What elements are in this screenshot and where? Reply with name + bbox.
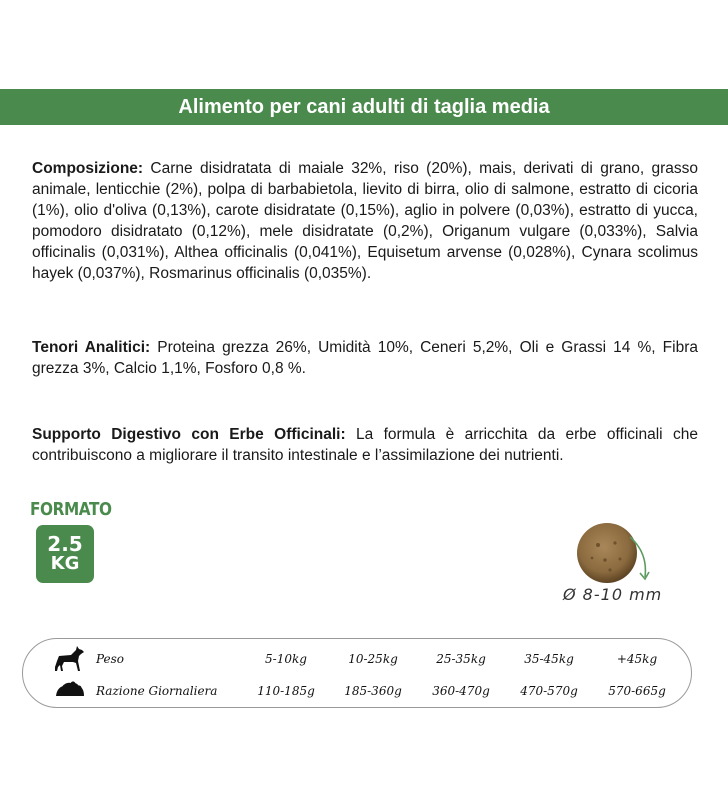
format-label: FORMATO <box>30 499 112 520</box>
feeding-table <box>22 638 692 708</box>
dog-icon <box>53 645 87 676</box>
table-cell: 470-570g <box>520 684 578 698</box>
composition-text: Carne disidratata di maiale 32%, riso (20%), mais, derivati di grano, grasso animale, lenticchie (2%), polpa di barbabietola, lievito di birra, olio di salmone, estratto di cicoria (1%), olio d'oliva (0,13%), carote disidratate (0,15%), aglio in polvere (0,03%), estratto di yucca, pomodoro disidratato (0,12%), mele disidratate (0,2%), Origanum vulgare (0,033%), Salvia officinalis (0,031%), Althea officinalis (0,041%), Equisetum arvense (0,028%), Cynara scolimus hayek (0,037%), Rosmarinus officinalis (0,035%). <box>32 160 698 282</box>
table-cell: 185-360g <box>344 684 402 698</box>
table-row <box>23 645 691 673</box>
table-cell: 570-665g <box>608 684 666 698</box>
format-badge <box>36 525 94 583</box>
banner-title: Alimento per cani adulti di taglia media <box>178 95 550 118</box>
analytics-label: Tenori Analitici: <box>32 339 151 356</box>
analytics-paragraph <box>32 337 698 379</box>
table-cell: 5-10kg <box>265 652 307 666</box>
table-cell: 35-45kg <box>524 652 574 666</box>
table-cell: 10-25kg <box>348 652 398 666</box>
weight-label: Peso <box>96 652 125 666</box>
analytics-text: Proteina grezza 26%, Umidità 10%, Ceneri 5,2%, Oli e Grassi 14 %, Fibra grezza 3%, Calcio 1,1%, Fosforo 0,8 %. <box>32 339 698 377</box>
table-cell: 110-185g <box>257 684 315 698</box>
digestive-support-paragraph <box>32 424 698 466</box>
kibble-size-label: Ø 8-10 mm <box>563 585 663 604</box>
format-unit: KG <box>50 553 80 574</box>
digestive-support-text: La formula è arricchita da erbe officinali che contribuiscono a migliorare il transito intestinale e l’assimilazione dei nutrienti. <box>32 426 698 464</box>
table-row <box>23 677 691 705</box>
format-value: 2.5 <box>47 532 83 556</box>
digestive-support-label: Supporto Digestivo con Erbe Officinali: <box>32 426 346 443</box>
composition-label: Composizione: <box>32 160 144 177</box>
daily-ration-label: Razione Giornaliera <box>96 684 218 698</box>
table-cell: +45kg <box>616 652 658 666</box>
food-pile-icon <box>53 677 87 704</box>
header-banner <box>0 89 728 125</box>
composition-paragraph <box>32 158 698 284</box>
table-cell: 25-35kg <box>436 652 486 666</box>
table-cell: 360-470g <box>432 684 490 698</box>
